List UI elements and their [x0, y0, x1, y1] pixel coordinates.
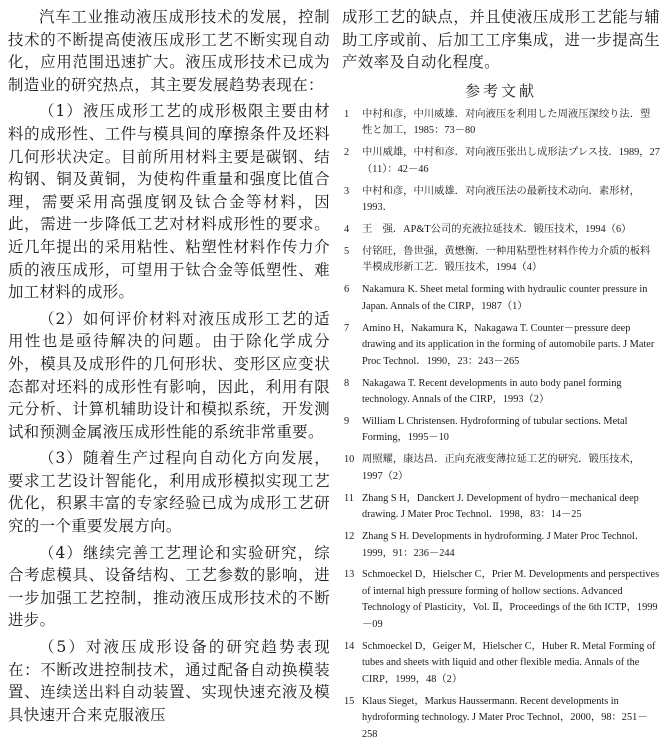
reference-item: [342, 452, 660, 485]
references-heading: 参考文献: [464, 81, 537, 100]
reference-number: 8: [344, 377, 350, 389]
reference-number: 7: [344, 322, 350, 334]
reference-number: 14: [344, 640, 355, 652]
reference-number: 4: [344, 223, 350, 235]
reference-item: [342, 376, 660, 409]
reference-item: [342, 145, 660, 178]
reference-item: [342, 107, 660, 140]
reference-text: 付铭旺，鲁世强，黄懋衡．一种用粘塑性材料作传力介质的板料半模成形新工艺．锻压技术，1994（4）: [362, 245, 651, 274]
reference-text: 周照耀，康达昌．正向充液变薄拉延工艺的研究．锻压技术，1997（2）: [362, 454, 641, 482]
reference-number: 3: [344, 185, 350, 197]
reference-text: 中村和彦，中川威雄．对向液压を利用した周液压深绞り法．塑性と加工，1985：73－80: [362, 108, 651, 137]
reference-item: [342, 694, 660, 744]
reference-text: Schmoeckel D，Hielscher C，Prier M. Developments and perspectives of internal high pressure forming of hollow sections. Advanced Technology of Plasticity，Vol. Ⅱ，Proceedings of the 6th ICTP，1999－09: [362, 569, 660, 630]
reference-item: [342, 491, 660, 524]
reference-item: [342, 244, 660, 277]
reference-text: 王 强．AP&T公司的充液拉延技术．锻压技术，1994（6）: [362, 223, 632, 235]
reference-number: 9: [344, 415, 350, 427]
reference-number: 10: [344, 454, 355, 466]
reference-text: 中川威雄，中村和彦．对向液压张出し成形法プレス技．1989，27（11）：42－46: [362, 147, 660, 175]
continuation-paragraph: 成形工艺的缺点，并且使液压成形工艺能与辅助工序或前、后加工工序集成，进一步提高生产效率及自动化程度。: [342, 8, 660, 72]
reference-number: 6: [344, 284, 350, 296]
body-paragraph: （5）对液压成形设备的研究趋势表现在：不断改进控制技术，通过配备自动换模装置、连续送出料自动装置、实现快速充液及模具快速开合来克服液压: [8, 638, 330, 724]
reference-number: 11: [344, 492, 354, 504]
reference-text: Amino H，Nakamura K，Nakagawa T. Counter－pressure deep drawing and its application in the forming of automobile parts. J Mater Proc Technol．1990，23：243－265: [362, 322, 655, 367]
left-column: [8, 6, 330, 726]
reference-number: 13: [344, 569, 355, 581]
reference-number: 2: [344, 147, 350, 159]
reference-text: 中村和彦，中川威雄．对向液压法の最新技术动向．素形材，1993．: [362, 185, 641, 214]
right-column: [342, 6, 660, 749]
reference-number: 1: [344, 108, 350, 120]
body-paragraph: （3）随着生产过程向自动化方向发展，要求工艺设计智能化，利用成形模拟实现工艺优化，积累丰富的专家经验已成为成形工艺研究的一个重要发展方向。: [8, 449, 330, 536]
reference-number: 15: [344, 695, 355, 707]
reference-item: [342, 639, 660, 689]
reference-number: 12: [344, 531, 355, 543]
reference-item: [342, 529, 660, 562]
reference-text: Klaus Sieget，Markus Haussermann. Recent developments in hydroforming technology. J Mater Proc Technol，2000，98：251－258: [362, 695, 648, 740]
reference-text: Schmoeckel D，Geiger M，Hielscher C，Huber R. Metal Forming of tubes and sheets with liquid and other flexible media. Annals of the CIRP，1999，48（2）: [362, 640, 656, 685]
reference-item: [342, 414, 660, 447]
reference-text: William L Christensen. Hydroforming of tubular sections. Metal Forming，1995－10: [362, 415, 628, 444]
body-paragraph: （4）继续完善工艺理论和实验研究，综合考虑模具、设备结构、工艺参数的影响，进一步加强工艺控制，推动液压成形技术的不断进步。: [8, 543, 330, 630]
reference-item: [342, 222, 660, 239]
body-paragraph: （2）如何评价材料对液压成形工艺的适用性也是亟待解决的问题。由于除化学成分外，模具及成形件的几何形状、变形区应变状态都对坯料的成形性有影响，因此，利用有限元分析、计算机辅助设计和模拟系统，开发测试和预测金属液压成形性能的系统非常重要。: [8, 309, 330, 441]
reference-item: [342, 184, 660, 217]
reference-text: Nakagawa T. Recent developments in auto body panel forming technology. Annals of the CIRP，1993（2）: [362, 377, 622, 406]
reference-item: [342, 282, 660, 315]
reference-list: [342, 107, 660, 743]
reference-number: 5: [344, 245, 350, 257]
reference-item: [342, 321, 660, 371]
reference-text: Zhang S H. Developments in hydroforming. J Mater Proc Technol．1999，91：236－244: [362, 531, 646, 559]
reference-text: Zhang S H，Danckert J. Development of hydro－mechanical deep drawing. J Mater Proc Technol．1998，83：14－25: [362, 492, 639, 521]
reference-text: Nakamura K. Sheet metal forming with hydraulic counter pressure in Japan. Annals of the CIRP，1987（1）: [362, 284, 648, 312]
body-paragraph: （1）液压成形工艺的成形极限主要由材料的成形性、工件与模具间的摩擦条件及坯料几何形状决定。目前所用材料主要是碳钢、结构钢、铜及黄铜，为使构件重量和强度比值合理，需要采用高强度钢及钛合金等材料，因此，需进一步降低工艺对材料成形性的要求。近几年提出的采用粘性、粘塑性材料作传力介质的液压成形，可望用于钛合金等低塑性、难加工材料的成形。: [8, 102, 330, 302]
reference-item: [342, 567, 660, 633]
body-paragraph: 汽车工业推动液压成形技术的发展，控制技术的不断提高使液压成形工艺不断实现自动化，应用范围迅速扩大。液压成形技术已成为制造业的研究热点，其主要发展趋势表现在：: [8, 8, 330, 94]
